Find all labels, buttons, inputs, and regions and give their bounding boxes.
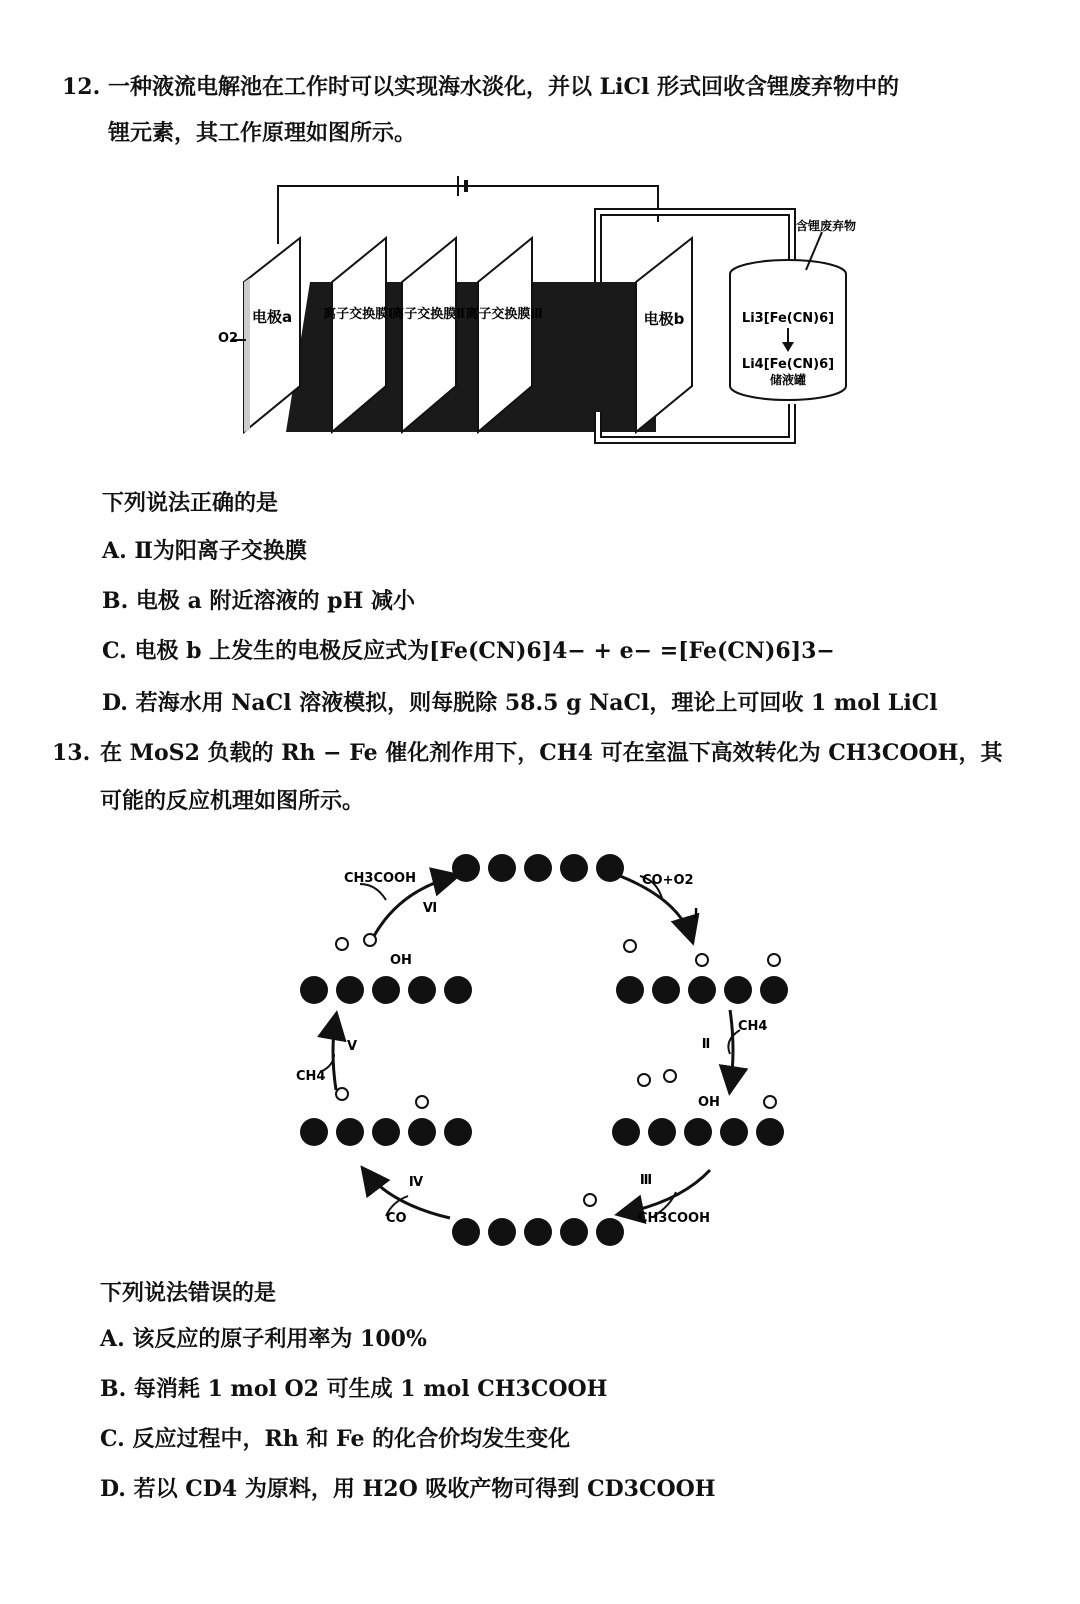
electrode-b	[636, 238, 692, 432]
q13-option-b: B. 每消耗 1 mol O2 可生成 1 mol CH3COOH	[100, 1376, 608, 1402]
ch4-label-left: CH4	[296, 1069, 326, 1084]
step-2-label: Ⅱ	[701, 1037, 711, 1052]
catalyst-left-upper	[300, 976, 472, 1004]
catalyst-left-lower	[300, 1118, 472, 1146]
step-5-label: Ⅴ	[346, 1039, 358, 1054]
membrane-2-label: 离子交换膜Ⅱ	[391, 307, 465, 322]
q13-option-d: D. 若以 CD4 为原料，用 H2O 吸收产物可得到 CD3COOH	[100, 1476, 716, 1502]
q12-prompt: 下列说法正确的是	[102, 490, 279, 516]
catalyst-right-lower	[612, 1118, 784, 1146]
q13-number: 13.	[52, 740, 91, 766]
oh-label-right: OH	[698, 1095, 720, 1110]
tank-bottom-label: Li4[Fe(CN)6]	[741, 357, 835, 372]
q12-number: 12.	[62, 74, 101, 100]
arrow-step-2	[730, 1010, 733, 1090]
electrolysis-cell-diagram	[218, 172, 857, 452]
ch3cooh-label-right: CH3COOH	[638, 1211, 710, 1226]
co-label: CO	[386, 1211, 407, 1226]
waste-label: 含锂废弃物	[795, 219, 857, 233]
q13-stem-line2: 可能的反应机理如图所示。	[100, 788, 365, 814]
q12-option-d: D. 若海水用 NaCl 溶液模拟，则每脱除 58.5 g NaCl，理论上可回收 1 mol LiCl	[102, 690, 938, 716]
electrode-a-label: 电极a	[251, 308, 293, 326]
co-o2-label: CO+O2	[642, 873, 694, 888]
o2-label: O2	[218, 331, 239, 346]
q13-stem-line1: 在 MoS2 负载的 Rh − Fe 催化剂作用下，CH4 可在室温下高效转化为 CH3COOH，其	[100, 740, 1003, 766]
q12-stem-line2: 锂元素，其工作原理如图所示。	[108, 120, 417, 146]
q13-option-c: C. 反应过程中，Rh 和 Fe 的化合价均发生变化	[100, 1426, 571, 1452]
step-3-label: Ⅲ	[639, 1173, 653, 1188]
oh-label-left: OH	[390, 953, 412, 968]
catalyst-bottom	[452, 1218, 624, 1246]
membrane-3-label: 离子交换膜Ⅲ	[465, 307, 543, 322]
step-4-label: Ⅳ	[408, 1175, 424, 1190]
ch3cooh-label-left: CH3COOH	[344, 871, 416, 886]
step-6-label: Ⅵ	[422, 901, 438, 916]
catalyst-top	[452, 854, 624, 882]
catalyst-right-upper	[616, 976, 788, 1004]
tank-top-label: Li3[Fe(CN)6]	[741, 311, 835, 326]
tank-name-label: 储液罐	[769, 373, 807, 387]
q12-option-b: B. 电极 a 附近溶液的 pH 减小	[102, 588, 415, 614]
q13-option-a: A. 该反应的原子利用率为 100%	[100, 1326, 427, 1352]
reaction-mechanism-diagram	[290, 840, 810, 1260]
ch4-label-right: CH4	[738, 1019, 768, 1034]
arrow-step-4	[364, 1170, 450, 1218]
step-1-label: Ⅰ	[693, 907, 699, 922]
q12-option-c: C. 电极 b 上发生的电极反应式为[Fe(CN)6]4− + e− =[Fe(CN)6]3−	[102, 638, 835, 664]
arrow-step-5	[333, 1016, 336, 1090]
electrode-b-label: 电极b	[643, 310, 685, 328]
q12-option-a: A. Ⅱ为阳离子交换膜	[102, 538, 307, 564]
q12-stem-line1: 一种液流电解池在工作时可以实现海水淡化，并以 LiCl 形式回收含锂废弃物中的	[108, 74, 900, 100]
membrane-1-label: 离子交换膜Ⅰ	[323, 307, 393, 322]
q13-prompt: 下列说法错误的是	[100, 1280, 277, 1306]
